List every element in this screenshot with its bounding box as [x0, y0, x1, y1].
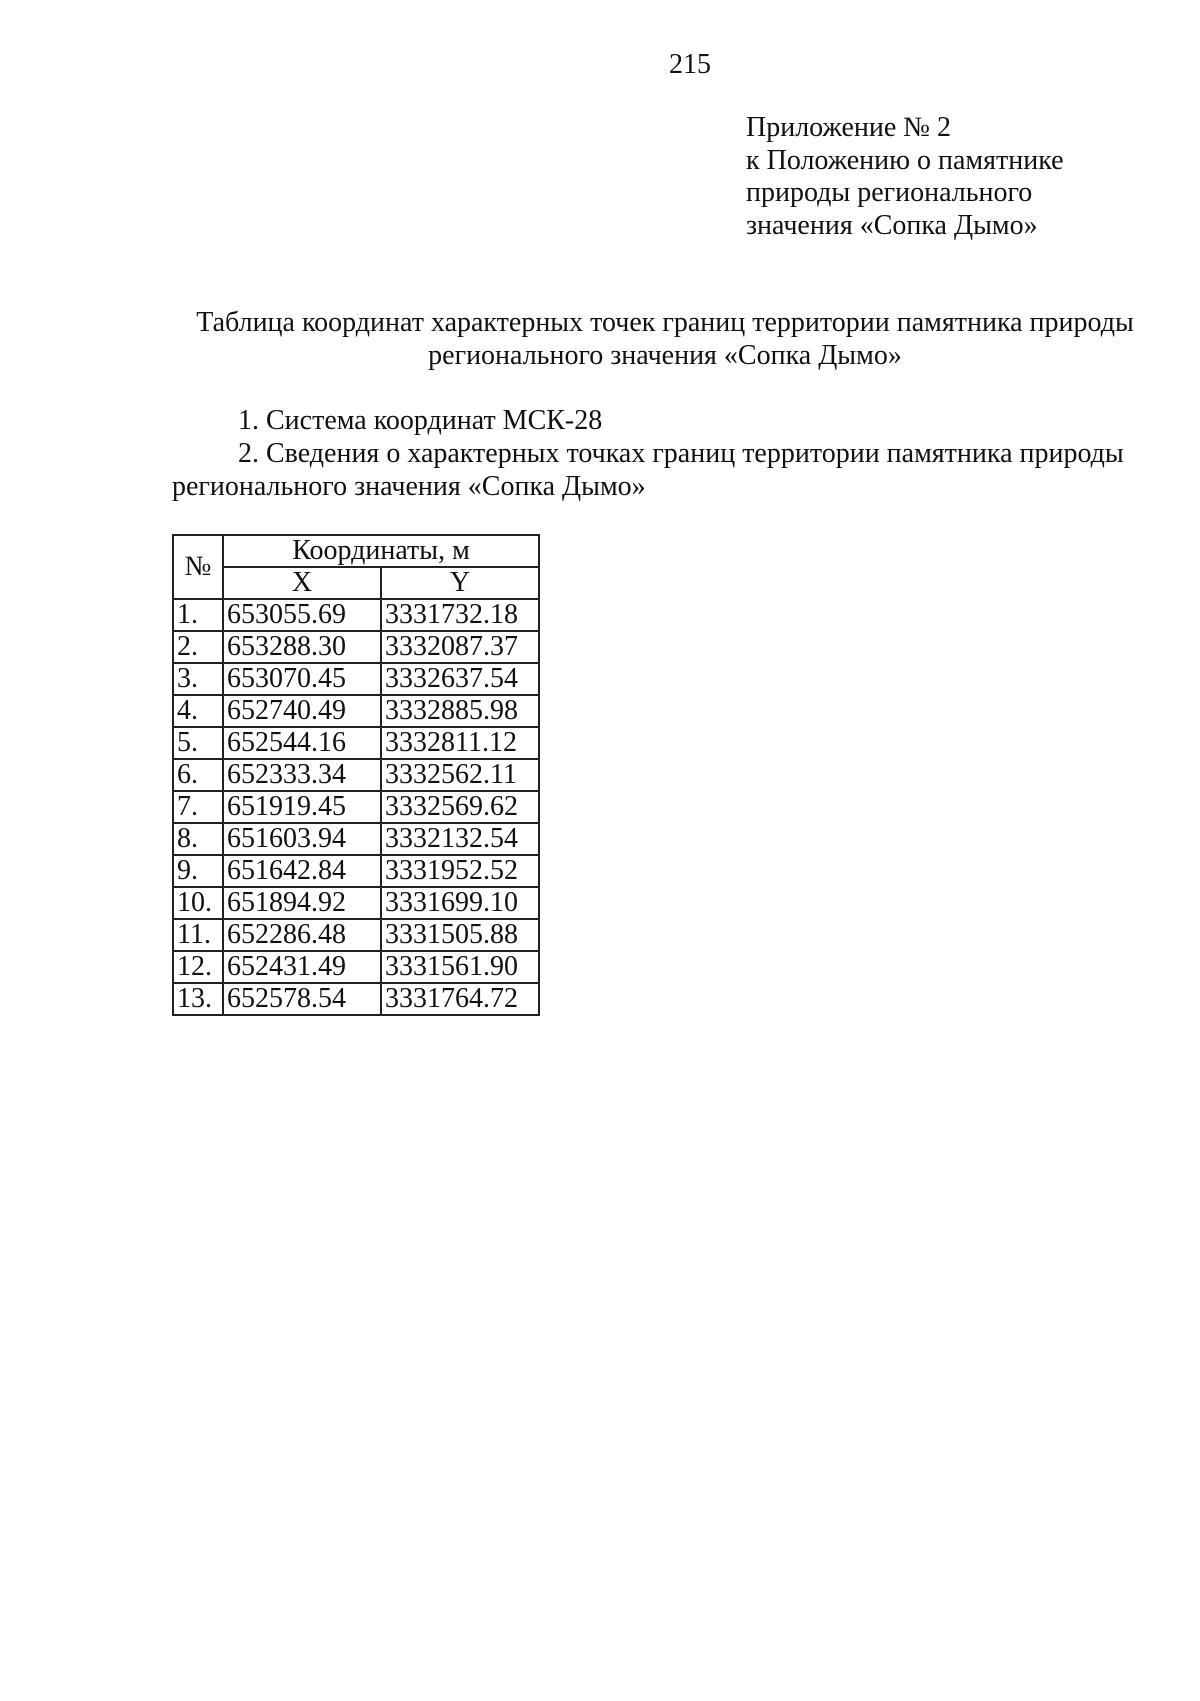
cell-number: 6.	[173, 759, 223, 791]
cell-number: 11.	[173, 919, 223, 951]
header-coordinates: Координаты, м	[223, 535, 539, 567]
cell-number: 13.	[173, 983, 223, 1015]
cell-number: 12.	[173, 951, 223, 983]
cell-number: 4.	[173, 695, 223, 727]
cell-y: 3332132.54	[381, 823, 539, 855]
paragraph-points-info: 2. Сведения о характерных точках границ территории памятника природы	[238, 438, 1124, 469]
appendix-block	[746, 112, 1166, 242]
document-title	[150, 306, 1180, 372]
appendix-line: Приложение № 2	[746, 112, 951, 143]
appendix-line: природы регионального	[746, 177, 1033, 208]
header-y: Y	[381, 567, 539, 599]
cell-y: 3332562.11	[381, 759, 539, 791]
coordinates-table-body	[173, 599, 539, 1015]
table-row	[173, 663, 539, 695]
cell-x: 652286.48	[223, 919, 381, 951]
table-row	[173, 759, 539, 791]
cell-y: 3331561.90	[381, 951, 539, 983]
cell-x: 652431.49	[223, 951, 381, 983]
header-x: X	[223, 567, 381, 599]
table-row	[173, 983, 539, 1015]
table-row	[173, 791, 539, 823]
cell-number: 5.	[173, 727, 223, 759]
table-row	[173, 631, 539, 663]
table-row	[173, 695, 539, 727]
cell-x: 651919.45	[223, 791, 381, 823]
table-row	[173, 599, 539, 631]
cell-y: 3331732.18	[381, 599, 539, 631]
table-row	[173, 855, 539, 887]
cell-y: 3331505.88	[381, 919, 539, 951]
cell-x: 651894.92	[223, 887, 381, 919]
appendix-line: значения «Сопка Дымо»	[746, 209, 1038, 241]
paragraph-coordinate-system: 1. Система координат МСК-28	[238, 405, 603, 436]
title-line: регионального значения «Сопка Дымо»	[428, 340, 902, 371]
table-row	[173, 727, 539, 759]
cell-number: 9.	[173, 855, 223, 887]
cell-x: 653055.69	[223, 599, 381, 631]
table-row	[173, 919, 539, 951]
cell-y: 3332637.54	[381, 663, 539, 695]
appendix-line: к Положению о памятнике	[746, 144, 1064, 176]
cell-x: 652740.49	[223, 695, 381, 727]
cell-y: 3331699.10	[381, 887, 539, 919]
cell-x: 652333.34	[223, 759, 381, 791]
header-number: №	[173, 535, 223, 599]
cell-y: 3332885.98	[381, 695, 539, 727]
cell-number: 3.	[173, 663, 223, 695]
cell-number: 1.	[173, 599, 223, 631]
cell-number: 2.	[173, 631, 223, 663]
cell-y: 3332087.37	[381, 631, 539, 663]
cell-x: 652578.54	[223, 983, 381, 1015]
table-row	[173, 951, 539, 983]
cell-x: 653288.30	[223, 631, 381, 663]
title-line: Таблица координат характерных точек границ территории памятника природы	[196, 307, 1134, 338]
cell-number: 8.	[173, 823, 223, 855]
table-row	[173, 887, 539, 919]
cell-x: 653070.45	[223, 663, 381, 695]
cell-y: 3332569.62	[381, 791, 539, 823]
table-row	[173, 823, 539, 855]
cell-y: 3332811.12	[381, 727, 539, 759]
cell-x: 651603.94	[223, 823, 381, 855]
coordinates-table	[172, 534, 540, 1016]
cell-y: 3331952.52	[381, 855, 539, 887]
page-number: 215	[669, 49, 711, 80]
paragraph-points-info-continued: регионального значения «Сопка Дымо»	[172, 471, 646, 502]
cell-y: 3331764.72	[381, 983, 539, 1015]
cell-number: 7.	[173, 791, 223, 823]
cell-x: 652544.16	[223, 727, 381, 759]
cell-number: 10.	[173, 887, 223, 919]
cell-x: 651642.84	[223, 855, 381, 887]
